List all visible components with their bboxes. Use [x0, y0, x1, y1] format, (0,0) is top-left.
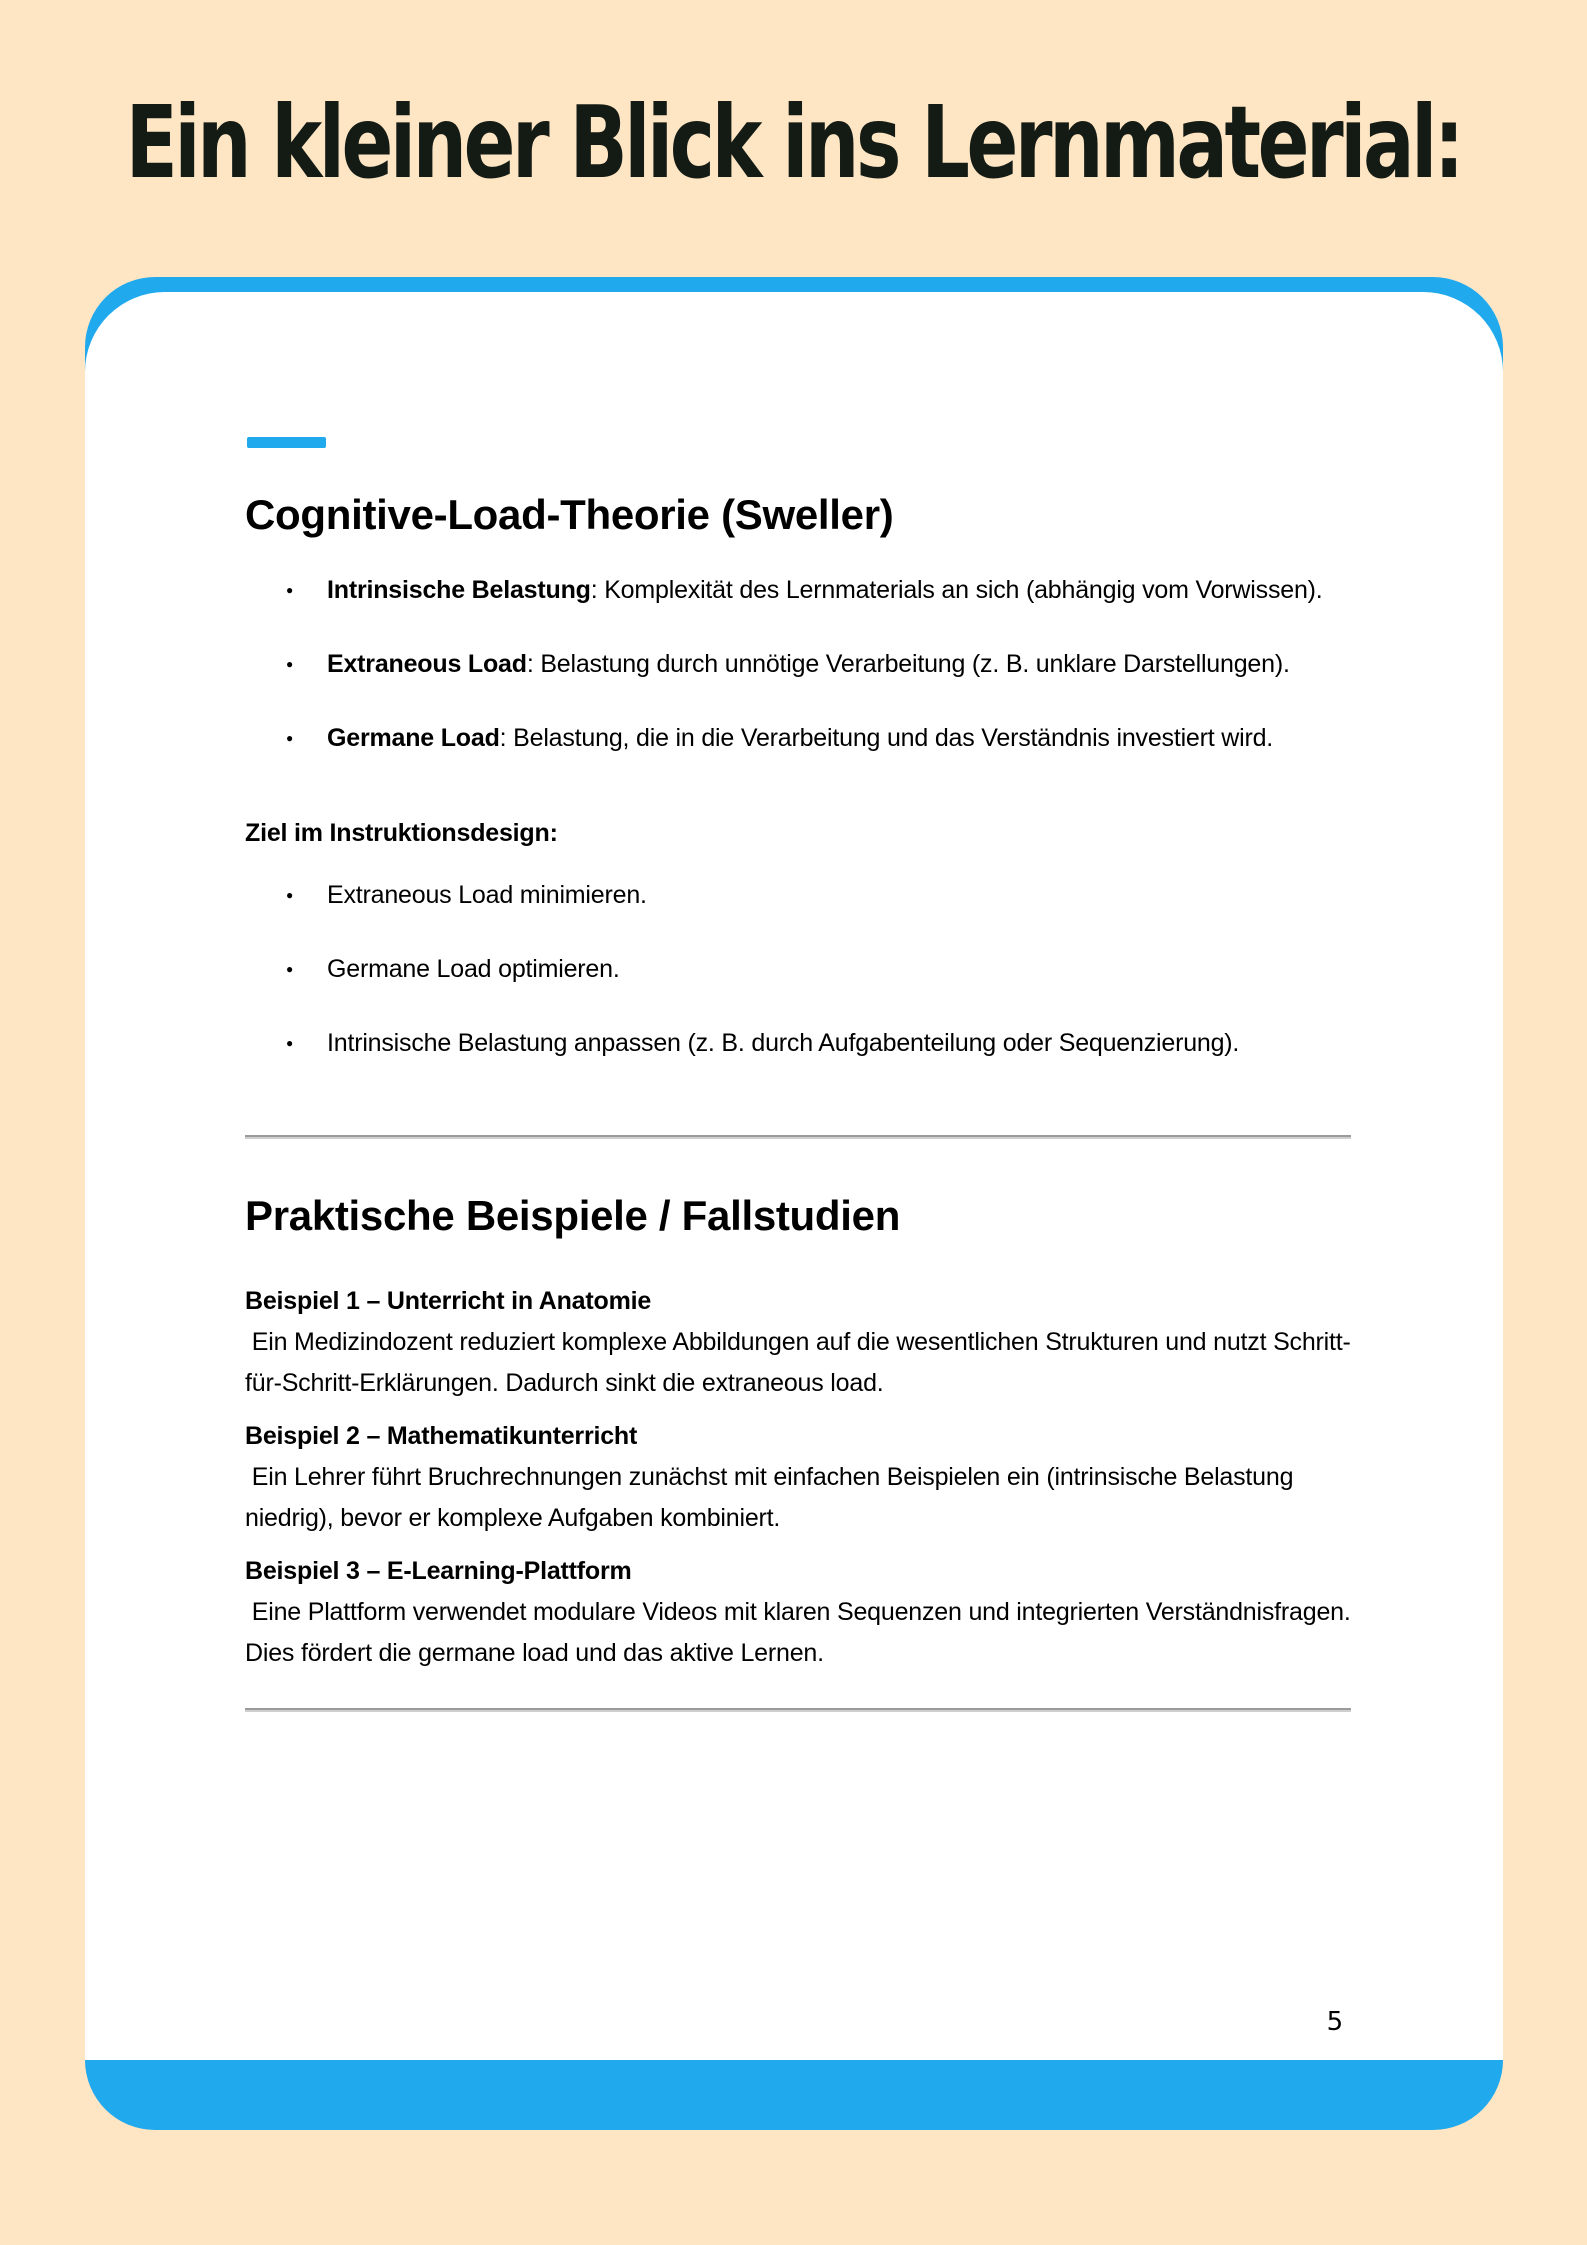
document-card	[85, 292, 1503, 2060]
bullet-text: : Belastung, die in die Verarbeitung und das Verständnis investiert wird.	[499, 724, 1274, 752]
goal-bullet-item	[245, 1023, 1351, 1063]
section-divider	[245, 1708, 1351, 1712]
bullet-dot-icon: ●	[286, 657, 294, 671]
bullet-item	[245, 644, 1351, 684]
bullet-dot-icon: ●	[286, 888, 294, 902]
bullet-term: Germane Load	[327, 724, 500, 752]
example-body: Ein Lehrer führt Bruchrechnungen zunächst mit einfachen Beispielen ein (intrinsische Belastung niedrig), bevor er komplexe Aufgaben kombiniert.	[245, 1463, 1301, 1532]
goal-bullet-item	[245, 875, 1351, 915]
bullet-dot-icon: ●	[286, 583, 294, 597]
goal-bullet-text: Intrinsische Belastung anpassen (z. B. durch Aufgabenteilung oder Sequenzierung).	[327, 1029, 1240, 1057]
example-body: Ein Medizindozent reduziert komplexe Abbildungen auf die wesentlichen Strukturen und nutzt Schritt-für-Schritt-Erklärungen. Dadurch sinkt die extraneous load.	[245, 1328, 1351, 1397]
goal-bullet-item	[245, 949, 1351, 989]
cognitive-load-bullet-list	[245, 570, 1351, 758]
example-block-2	[245, 1416, 1351, 1539]
page-number: 5	[1326, 2007, 1343, 2037]
bullet-item	[245, 718, 1351, 758]
bullet-dot-icon: ●	[286, 1036, 294, 1050]
poster-title: Ein kleiner Blick ins Lernmaterial:	[125, 86, 1462, 202]
section2-heading: Praktische Beispiele / Fallstudien	[245, 1192, 901, 1239]
example-block-3	[245, 1551, 1358, 1674]
bullet-text: : Komplexität des Lernmaterials an sich (abhängig vom Vorwissen).	[590, 576, 1323, 604]
example-title: Beispiel 3 – E-Learning-Plattform	[245, 1557, 632, 1585]
example-body: Eine Plattform verwendet modulare Videos mit klaren Sequenzen und integrierten Verständnisfragen. Dies fördert die germane load und das aktive Lernen.	[245, 1598, 1358, 1667]
section-divider	[245, 1135, 1351, 1139]
example-title: Beispiel 2 – Mathematikunterricht	[245, 1422, 638, 1450]
accent-dash	[247, 437, 326, 448]
bullet-dot-icon: ●	[286, 962, 294, 976]
section1-heading: Cognitive-Load-Theorie (Sweller)	[245, 491, 894, 538]
bullet-dot-icon: ●	[286, 731, 294, 745]
bullet-term: Extraneous Load	[327, 650, 527, 678]
example-title: Beispiel 1 – Unterricht in Anatomie	[245, 1287, 652, 1315]
poster-title-wrap	[0, 86, 1587, 202]
bullet-item	[245, 570, 1351, 610]
goal-bullet-text: Extraneous Load minimieren.	[327, 881, 647, 909]
goal-bullet-list	[245, 875, 1351, 1063]
example-block-1	[245, 1281, 1351, 1404]
goal-label: Ziel im Instruktionsdesign:	[245, 819, 558, 847]
bullet-term: Intrinsische Belastung	[327, 576, 591, 604]
goal-bullet-text: Germane Load optimieren.	[327, 955, 620, 983]
bullet-text: : Belastung durch unnötige Verarbeitung (z. B. unklare Darstellungen).	[526, 650, 1290, 678]
